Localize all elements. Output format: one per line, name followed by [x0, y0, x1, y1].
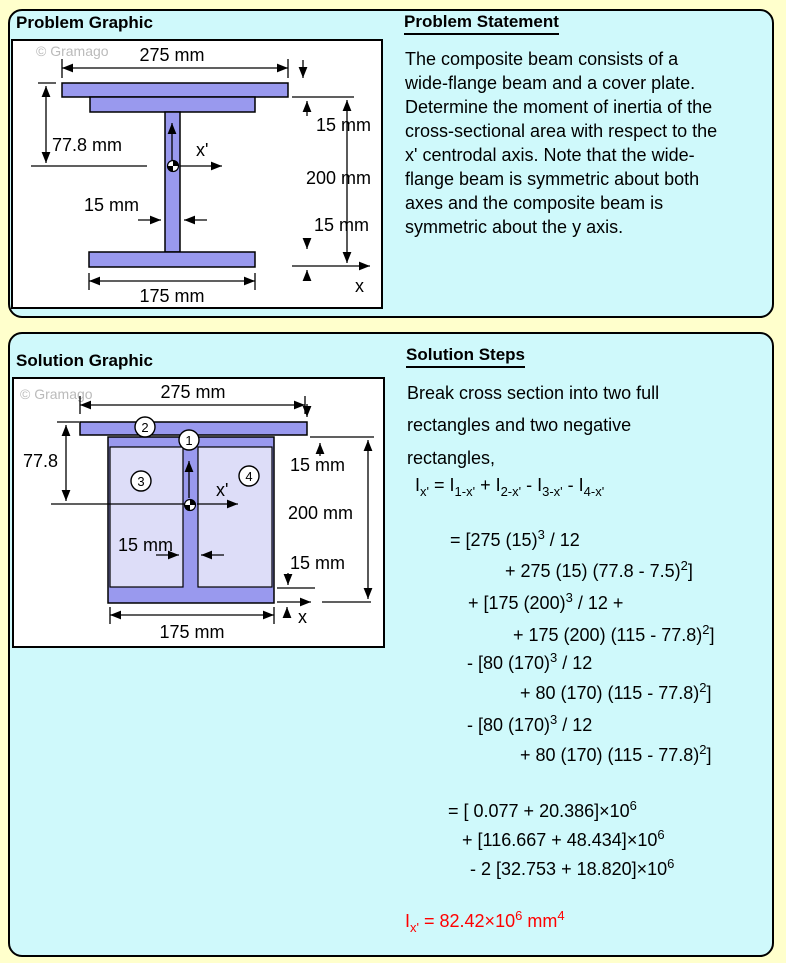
solution-graphic-title: Solution Graphic [16, 351, 153, 370]
equation-line: - [80 $(170)^3 / 12$ [467, 712, 593, 735]
statement-line: wide-flange beam and a cover plate. [405, 73, 696, 93]
statement-line: x' centrodal axis. Note that the wide- [405, 145, 695, 165]
dim-label-web-15: 15 mm [118, 535, 174, 555]
dim-label-175: 175 mm [159, 622, 225, 642]
solution-steps-title: Solution Steps [406, 345, 525, 365]
statement-line: Determine the moment of inertia of the [405, 97, 713, 117]
dim-label-flange-15: 15 mm [314, 215, 370, 235]
dim-label-200: 200 mm [288, 503, 354, 523]
dim-label-plate-15: 15 mm [316, 115, 372, 135]
statement-line: symmetric about the y axis. [405, 217, 624, 237]
dim-label-flange-15: 15 mm [290, 553, 346, 573]
region-badge-4 [239, 466, 259, 486]
svg-text:4: 4 [245, 469, 253, 484]
dim-label-275: 275 mm [160, 382, 226, 402]
svg-text:3: 3 [137, 474, 145, 489]
watermark: © Gramago [20, 386, 93, 402]
x-axis-label: x [355, 276, 364, 296]
equation-line: - [80 $(170)^3 / 12$ [467, 650, 593, 673]
equation-line: + [175 $(200)^3 / 12$ + [468, 590, 624, 613]
problem-graphic-title: Problem Graphic [16, 13, 153, 32]
steps-intro-line: Break cross section into two full [407, 383, 660, 403]
problem-statement-title: Problem Statement [404, 12, 559, 32]
x-axis-label: x [298, 607, 307, 627]
equation-line: = [275 $(15)^3 / 12$ [450, 527, 580, 550]
statement-line: The composite beam consists of a [405, 49, 679, 69]
equation-line: = [ $0.077 + 20.386]\times 10^6$ [448, 798, 637, 821]
dim-label-175: 175 mm [139, 286, 205, 306]
watermark: © Gramago [36, 43, 109, 59]
equation-line: + $[116.667 + 48.434]\times 10^6$ [462, 827, 665, 850]
dim-label-web-15: 15 mm [84, 195, 140, 215]
dim-label-275: 275 mm [139, 45, 205, 65]
negative-rectangle-4 [198, 447, 272, 587]
negative-rectangle-3 [110, 447, 183, 587]
equation-line: $I_{x'} = I_{1-x'} + I_{2-x'} - I_{3-x'} - I_{4-x'}$ [415, 475, 605, 499]
svg-text:2: 2 [141, 420, 149, 435]
steps-intro-line: rectangles, [407, 448, 496, 468]
result-line: $I_{x'} = 82.42\times 10^6$ $mm^4$ [405, 908, 565, 935]
svg-text:1: 1 [185, 433, 193, 448]
region-badge-2 [135, 417, 155, 437]
statement-line: cross-sectional area with respect to the [405, 121, 718, 141]
equation-line: + 80 (170) (115 - 77.8)$^2$] [520, 742, 712, 765]
dim-label-77: 77.8 [23, 451, 59, 471]
x-prime-label: x' [216, 480, 229, 500]
dim-label-plate-15: 15 mm [290, 455, 346, 475]
region-badge-3 [131, 471, 151, 491]
region-badge-1 [179, 430, 199, 450]
dim-label-77: 77.8 mm [52, 135, 123, 155]
dim-label-200: 200 mm [306, 168, 372, 188]
x-prime-label: x' [196, 140, 209, 160]
equation-line: + 80 (170) (115 - 77.8)$^2$] [520, 680, 712, 703]
statement-line: axes and the composite beam is [405, 193, 664, 213]
equation-line: + 175 (200) (115 - 77.8)$^2$] [513, 622, 715, 645]
equation-line: + 275 (15) (77.8 - 7.5)$^2$] [505, 558, 693, 581]
equation-line: - 2 $[32.753 + 18.820]\times 10^6$ [470, 856, 675, 879]
statement-line: flange beam is symmetric about both [405, 169, 700, 189]
steps-intro-line: rectangles and two negative [407, 415, 632, 435]
centroid-symbol [185, 500, 196, 511]
